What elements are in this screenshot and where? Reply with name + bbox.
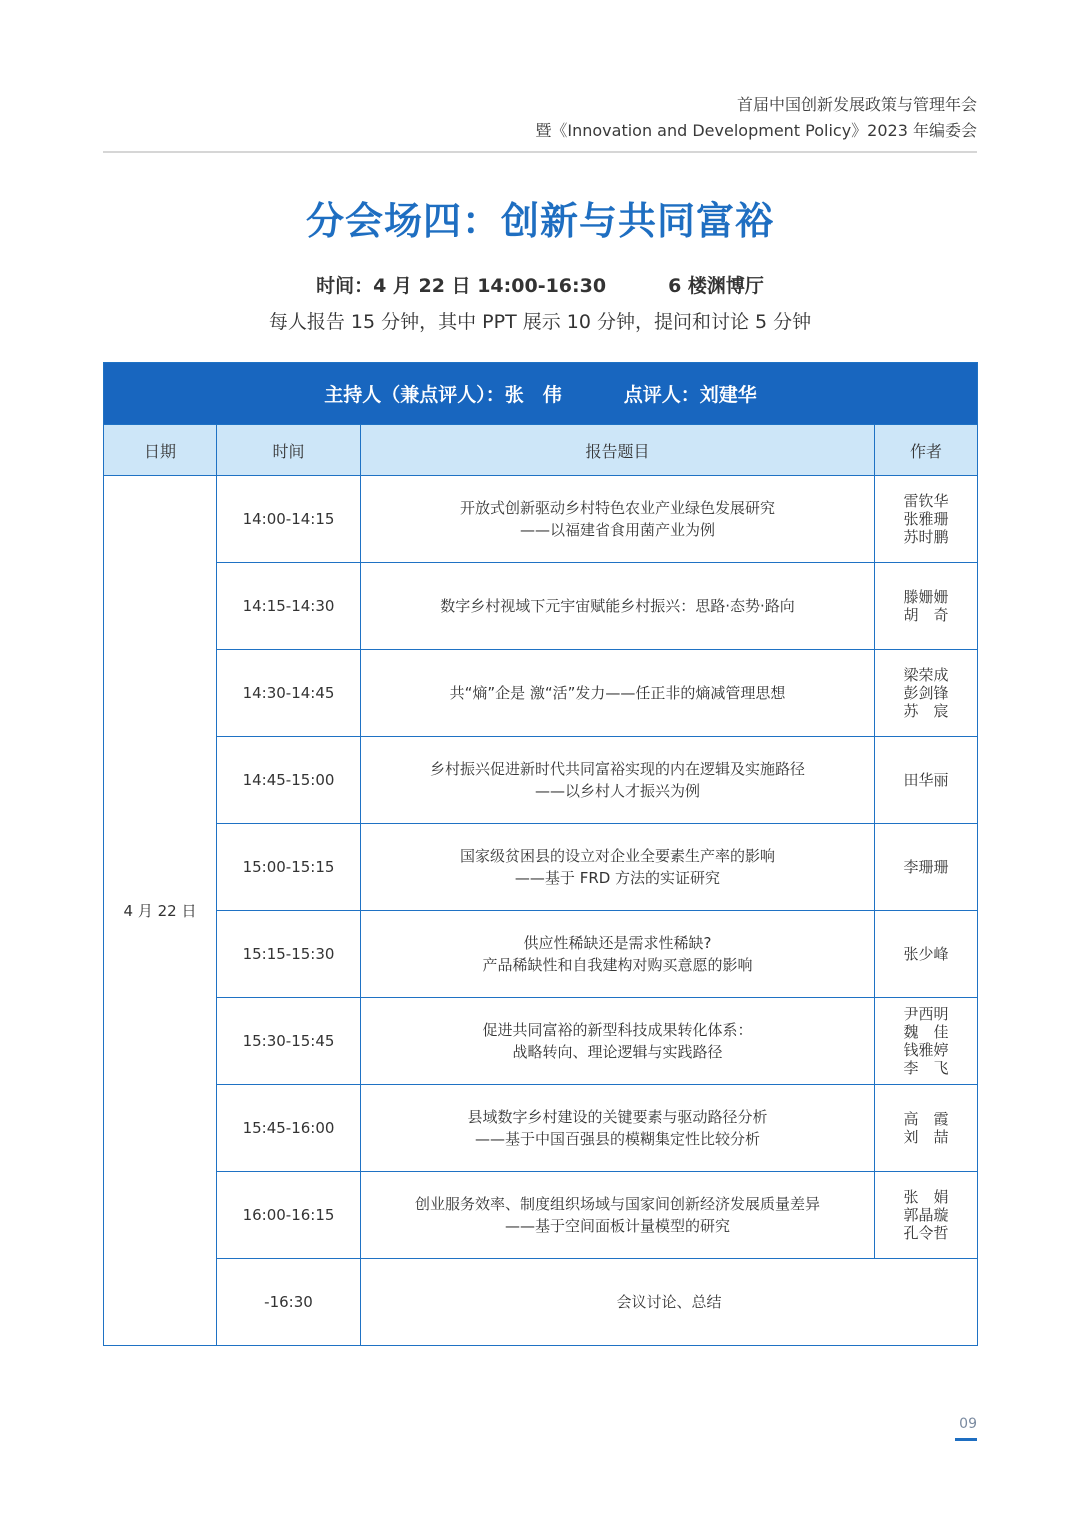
table-row (104, 1172, 978, 1259)
topic-line: ——以乡村人才振兴为例 (534, 782, 700, 800)
author-cell (875, 1172, 978, 1259)
author-name: 张 娟 (903, 1188, 949, 1206)
topic-line: 共“熵”企是 激“活”发力——任正非的熵减管理思想 (449, 684, 786, 702)
time-cell: 14:15-14:30 (217, 563, 361, 650)
time-cell: 16:00-16:15 (217, 1172, 361, 1259)
author-name: 梁荣成 (903, 666, 949, 684)
topic-cell (361, 824, 875, 911)
table-row (104, 476, 978, 563)
topic-line: 创业服务效率、制度组织场域与国家间创新经济发展质量差异 (414, 1195, 820, 1213)
author-name: 尹西明 (903, 1005, 949, 1023)
topic-line: 开放式创新驱动乡村特色农业产业绿色发展研究 (459, 499, 775, 517)
author-cell (875, 650, 978, 737)
page-number-underline (955, 1438, 977, 1441)
author-cell (875, 824, 978, 911)
topic-line: 产品稀缺性和自我建构对购买意愿的影响 (482, 956, 753, 974)
author-name: 彭剑锋 (903, 684, 949, 702)
schedule-table (103, 362, 978, 1346)
topic-line: ——以福建省食用菌产业为例 (519, 521, 715, 539)
topic-line: 促进共同富裕的新型科技成果转化体系： (482, 1021, 753, 1039)
time-cell: 14:30-14:45 (217, 650, 361, 737)
table-row (104, 650, 978, 737)
author-name: 苏时鹏 (903, 528, 949, 546)
author-name: 张少峰 (903, 945, 949, 963)
time-cell: -16:30 (217, 1259, 361, 1346)
author-name: 张雅珊 (903, 510, 949, 528)
topic-line: 国家级贫困县的设立对企业全要素生产率的影响 (459, 847, 775, 865)
header-author: 作者 (875, 425, 978, 476)
header-line-1: 首届中国创新发展政策与管理年会 (736, 95, 977, 114)
topic-line: ——基于空间面板计量模型的研究 (504, 1217, 730, 1235)
topic-cell (361, 1085, 875, 1172)
date-cell: 4 月 22 日 (104, 476, 217, 1346)
session-rule: 每人报告 15 分钟，其中 PPT 展示 10 分钟，提问和讨论 5 分钟 (268, 311, 812, 333)
author-name: 李珊珊 (903, 858, 949, 876)
author-name: 郭晶璇 (903, 1206, 949, 1224)
topic-line: 县域数字乡村建设的关键要素与驱动路径分析 (467, 1108, 768, 1126)
header-line-2: 暨《Innovation and Development Policy》2023 年编委会 (535, 121, 977, 140)
author-name: 刘 喆 (903, 1128, 949, 1146)
topic-cell (361, 476, 875, 563)
topic-cell (361, 737, 875, 824)
topic-line: ——基于中国百强县的模糊集定性比较分析 (474, 1130, 760, 1148)
table-row (104, 1085, 978, 1172)
author-name: 雷钦华 (903, 492, 949, 510)
author-cell (875, 563, 978, 650)
author-name: 苏 宸 (903, 702, 949, 720)
header-divider (103, 151, 977, 153)
topic-line: 乡村振兴促进新时代共同富裕实现的内在逻辑及实施路径 (429, 760, 805, 778)
page-title: 分会场四：创新与共同富裕 (305, 199, 774, 243)
author-name: 钱雅婷 (903, 1041, 949, 1059)
host-row (104, 363, 978, 425)
author-name: 孔令哲 (903, 1224, 949, 1242)
time-cell: 14:45-15:00 (217, 737, 361, 824)
header-time: 时间 (217, 425, 361, 476)
time-cell: 15:00-15:15 (217, 824, 361, 911)
author-cell (875, 911, 978, 998)
author-name: 滕姗姗 (903, 588, 949, 606)
table-row (104, 737, 978, 824)
closing-topic-cell: 会议讨论、总结 (361, 1259, 978, 1346)
topic-line: 战略转向、理论逻辑与实践路径 (512, 1043, 723, 1061)
topic-cell (361, 911, 875, 998)
topic-line: 供应性稀缺还是需求性稀缺? (523, 934, 712, 952)
author-name: 高 霞 (903, 1110, 949, 1128)
author-name: 胡 奇 (903, 606, 949, 624)
time-cell: 15:45-16:00 (217, 1085, 361, 1172)
time-cell: 15:30-15:45 (217, 998, 361, 1085)
session-venue: 6 楼渊博厅 (668, 275, 764, 297)
reviewer-label: 点评人：刘建华 (623, 384, 757, 406)
topic-cell (361, 1172, 875, 1259)
author-name: 田华丽 (903, 771, 949, 789)
session-time: 时间：4 月 22 日 14:00-16:30 (316, 275, 607, 297)
topic-line: 数字乡村视域下元宇宙赋能乡村振兴：思路·态势·路向 (440, 597, 795, 615)
table-row (104, 563, 978, 650)
topic-cell (361, 650, 875, 737)
table-row (104, 998, 978, 1085)
session-info (0, 271, 1080, 298)
time-cell: 15:15-15:30 (217, 911, 361, 998)
table-row (104, 911, 978, 998)
topic-cell (361, 563, 875, 650)
page-number: 09 (959, 1416, 977, 1432)
time-cell: 14:00-14:15 (217, 476, 361, 563)
host-cell (104, 363, 978, 425)
author-cell (875, 737, 978, 824)
host-label: 主持人（兼点评人）：张 伟 (324, 384, 562, 406)
topic-line: ——基于 FRD 方法的实证研究 (514, 869, 721, 887)
header-topic: 报告题目 (361, 425, 875, 476)
header-date: 日期 (104, 425, 217, 476)
author-cell (875, 476, 978, 563)
table-row (104, 824, 978, 911)
author-name: 李 飞 (903, 1059, 949, 1077)
author-cell (875, 998, 978, 1085)
author-cell (875, 1085, 978, 1172)
closing-row (104, 1259, 978, 1346)
topic-cell (361, 998, 875, 1085)
column-header-row (104, 425, 978, 476)
author-name: 魏 佳 (903, 1023, 949, 1041)
